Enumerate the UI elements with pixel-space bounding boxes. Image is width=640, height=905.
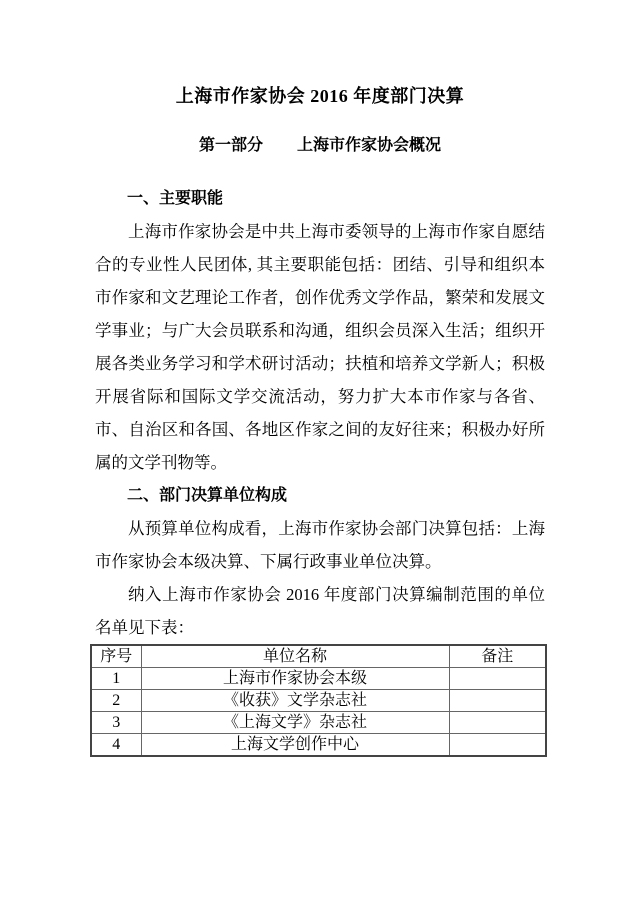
- units-table: [90, 644, 547, 757]
- document-title: 上海市作家协会 2016 年度部门决算: [175, 86, 465, 106]
- table-header-row: [91, 645, 546, 668]
- document-body: [95, 182, 545, 644]
- cell-remarks: [449, 690, 546, 712]
- section-1-paragraph: 上海市作家协会是中共上海市委领导的上海市作家自愿结合的专业性人民团体, 其主要职能包括：团结、引导和组织本市作家和文艺理论工作者，创作优秀文学作品，繁荣和发展文学事业；与广大会员联系和沟通，组织会员深入生活；组织开展各类业务学习和学术研讨活动；扶植和培养文学新人；积极开展省际和国际文学交流活动，努力扩大本市作家与各省、市、自治区和各国、各地区作家之间的友好往来；积极办好所属的文学刊物等。: [95, 222, 545, 472]
- part-title: 上海市作家协会概况: [297, 137, 442, 154]
- cell-unit-name: 上海市作家协会本级: [141, 668, 449, 690]
- table-row: [91, 712, 546, 734]
- cell-serial: 2: [91, 690, 141, 712]
- table-row: [91, 734, 546, 757]
- section-1-heading: 一、主要职能: [127, 190, 224, 207]
- table-row: [91, 668, 546, 690]
- cell-serial: 1: [91, 668, 141, 690]
- cell-serial: 4: [91, 734, 141, 757]
- cell-unit-name: 《收获》文学杂志社: [141, 690, 449, 712]
- part-heading: [0, 135, 640, 157]
- cell-remarks: [449, 734, 546, 757]
- part-label: 第一部分: [198, 137, 263, 154]
- column-header-remarks: 备注: [449, 645, 546, 668]
- section-2-heading: 二、部门决算单位构成: [127, 487, 288, 504]
- column-header-serial: 序号: [91, 645, 141, 668]
- cell-unit-name: 上海文学创作中心: [141, 734, 449, 757]
- column-header-unit-name: 单位名称: [141, 645, 449, 668]
- cell-remarks: [449, 668, 546, 690]
- cell-serial: 3: [91, 712, 141, 734]
- section-2-paragraph-2: 纳入上海市作家协会 2016 年度部门决算编制范围的单位名单见下表：: [95, 585, 545, 637]
- section-2-paragraph-1: 从预算单位构成看，上海市作家协会部门决算包括：上海市作家协会本级决算、下属行政事业单位决算。: [95, 519, 545, 571]
- table-row: [91, 690, 546, 712]
- cell-unit-name: 《上海文学》杂志社: [141, 712, 449, 734]
- cell-remarks: [449, 712, 546, 734]
